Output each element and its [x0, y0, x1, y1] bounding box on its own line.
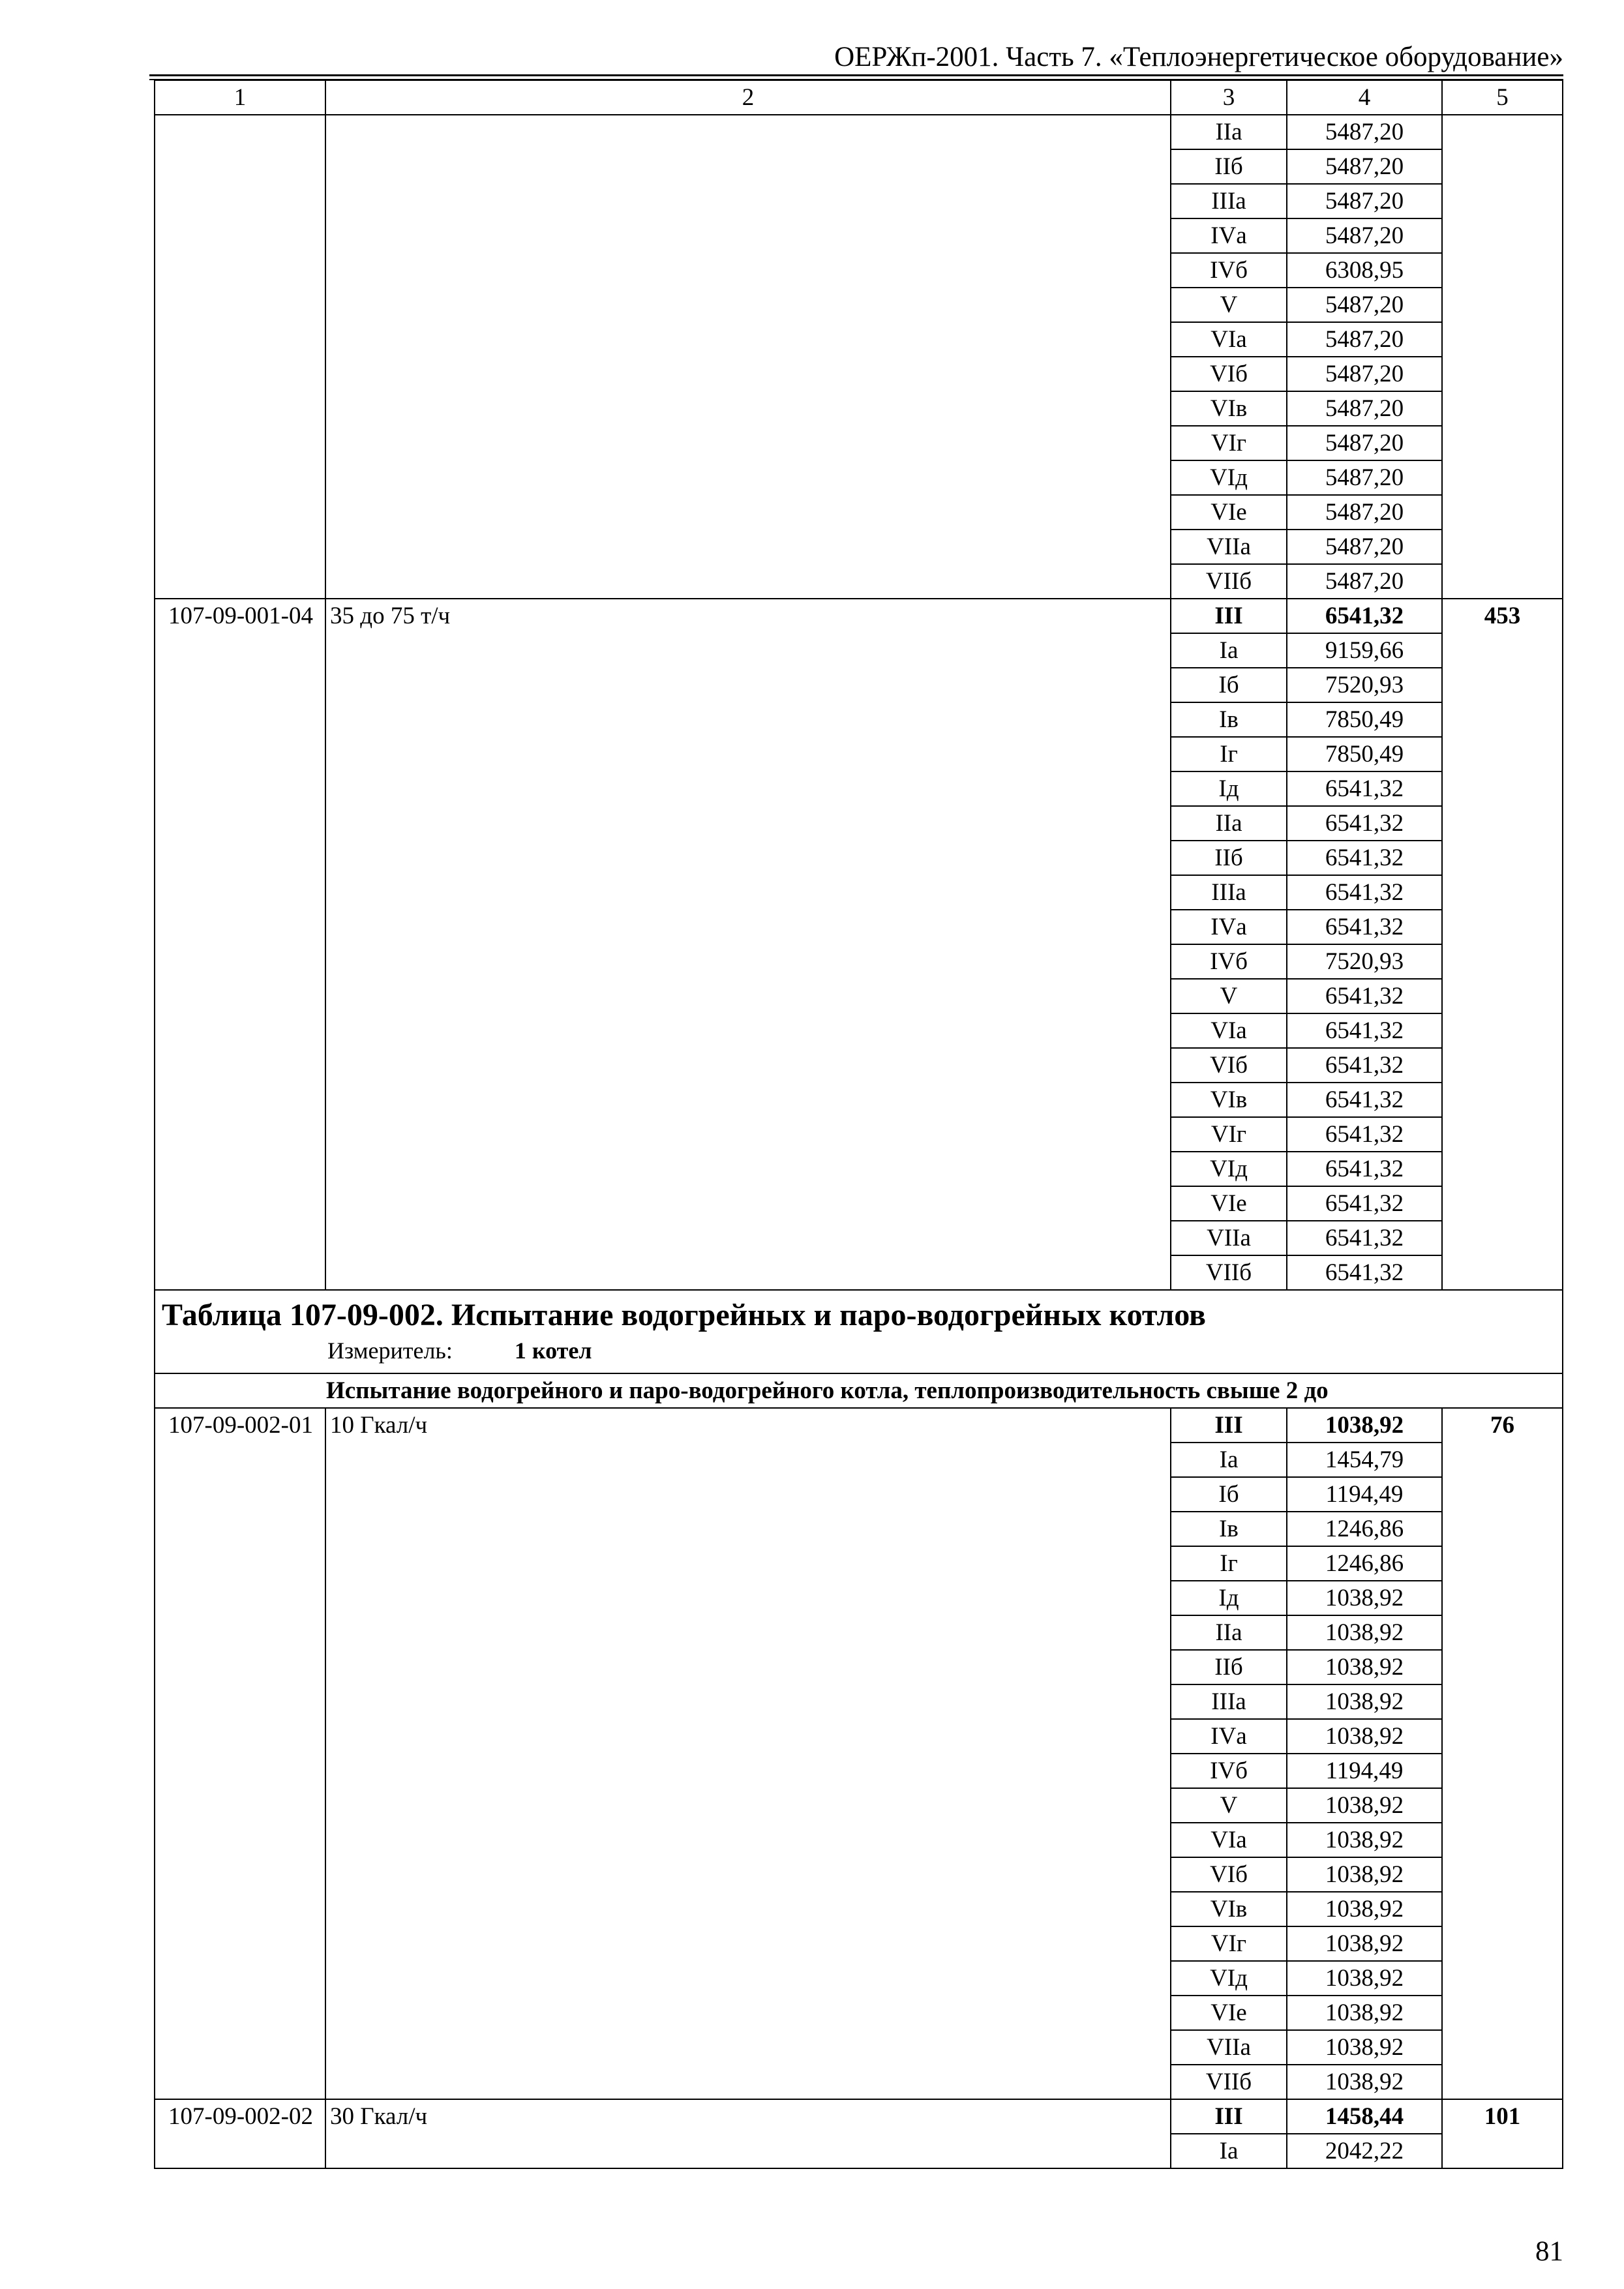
- col5-cell: [1442, 115, 1563, 599]
- value-cell: 1038,92: [1287, 1615, 1442, 1650]
- zone-cell: IVб: [1171, 944, 1287, 979]
- table-title: Таблица 107-09-002. Испытание водогрейных и паро-водогрейных котлов: [162, 1298, 1206, 1332]
- zone-cell: III: [1171, 1408, 1287, 1443]
- value-cell: 6541,32: [1287, 979, 1442, 1013]
- table-row: [155, 115, 1563, 149]
- zone-cell: VIд: [1171, 1152, 1287, 1186]
- table-row: [155, 599, 1563, 633]
- value-cell: 1454,79: [1287, 1443, 1442, 1477]
- zone-cell: VIг: [1171, 1117, 1287, 1152]
- zone-cell: Iа: [1171, 1443, 1287, 1477]
- zone-cell: VIд: [1171, 1961, 1287, 1996]
- zone-cell: VIIа: [1171, 1221, 1287, 1255]
- zone-cell: VIIб: [1171, 1255, 1287, 1290]
- measure-value: 1 котел: [514, 1338, 592, 1364]
- value-cell: 5487,20: [1287, 357, 1442, 391]
- value-cell: 5487,20: [1287, 391, 1442, 426]
- zone-cell: Iа: [1171, 2134, 1287, 2168]
- value-cell: 6541,32: [1287, 1152, 1442, 1186]
- measure-line: [162, 1336, 1562, 1365]
- zone-cell: IIIа: [1171, 1684, 1287, 1719]
- value-cell: 5487,20: [1287, 288, 1442, 322]
- value-cell: 1038,92: [1287, 2065, 1442, 2099]
- name-cell: [325, 115, 1171, 599]
- value-cell: 6541,32: [1287, 771, 1442, 806]
- value-cell: 1458,44: [1287, 2099, 1442, 2134]
- rates-table: [154, 80, 1563, 2169]
- value-cell: 1038,92: [1287, 2030, 1442, 2065]
- zone-cell: Iг: [1171, 737, 1287, 771]
- value-cell: 6541,32: [1287, 875, 1442, 910]
- column-header-5: 5: [1442, 80, 1563, 115]
- zone-cell: VIв: [1171, 1892, 1287, 1926]
- value-cell: 6541,32: [1287, 1048, 1442, 1083]
- measure-label: Измеритель:: [327, 1338, 453, 1364]
- table-row: [155, 1408, 1563, 1443]
- value-cell: 5487,20: [1287, 149, 1442, 184]
- zone-cell: VIб: [1171, 1048, 1287, 1083]
- zone-cell: V: [1171, 288, 1287, 322]
- value-cell: 1246,86: [1287, 1512, 1442, 1546]
- zone-cell: Iд: [1171, 771, 1287, 806]
- zone-cell: III: [1171, 599, 1287, 633]
- value-cell: 5487,20: [1287, 564, 1442, 599]
- value-cell: 1038,92: [1287, 1926, 1442, 1961]
- zone-cell: VIе: [1171, 1996, 1287, 2030]
- zone-cell: VIа: [1171, 1823, 1287, 1857]
- value-cell: 5487,20: [1287, 115, 1442, 149]
- value-cell: 9159,66: [1287, 633, 1442, 668]
- value-cell: 1038,92: [1287, 1684, 1442, 1719]
- zone-cell: VIг: [1171, 426, 1287, 460]
- value-cell: 5487,20: [1287, 184, 1442, 218]
- zone-cell: IVб: [1171, 253, 1287, 288]
- table-row: [155, 2099, 1563, 2134]
- value-cell: 1194,49: [1287, 1477, 1442, 1512]
- name-cell: 35 до 75 т/ч: [325, 599, 1171, 1290]
- table-title-row: [155, 1290, 1563, 1373]
- value-cell: 2042,22: [1287, 2134, 1442, 2168]
- value-cell: 6541,32: [1287, 910, 1442, 944]
- value-cell: 1038,92: [1287, 1996, 1442, 2030]
- zone-cell: Iв: [1171, 1512, 1287, 1546]
- table-title-cell: [155, 1290, 1563, 1373]
- zone-cell: Iб: [1171, 1477, 1287, 1512]
- code-cell: 107-09-001-04: [155, 599, 325, 1290]
- column-header-4: 4: [1287, 80, 1442, 115]
- zone-cell: IIб: [1171, 149, 1287, 184]
- value-cell: 1038,92: [1287, 1408, 1442, 1443]
- value-cell: 1038,92: [1287, 1581, 1442, 1615]
- value-cell: 6541,32: [1287, 806, 1442, 841]
- value-cell: 1038,92: [1287, 1857, 1442, 1892]
- zone-cell: IVа: [1171, 910, 1287, 944]
- value-cell: 5487,20: [1287, 218, 1442, 253]
- zone-cell: VIа: [1171, 322, 1287, 357]
- column-header-2: 2: [325, 80, 1171, 115]
- col5-cell: 453: [1442, 599, 1563, 1290]
- value-cell: 1246,86: [1287, 1546, 1442, 1581]
- zone-cell: VIг: [1171, 1926, 1287, 1961]
- zone-cell: IVа: [1171, 1719, 1287, 1754]
- zone-cell: IVб: [1171, 1754, 1287, 1788]
- value-cell: 6541,32: [1287, 1255, 1442, 1290]
- zone-cell: VIб: [1171, 1857, 1287, 1892]
- zone-cell: Iв: [1171, 702, 1287, 737]
- zone-cell: VIв: [1171, 1083, 1287, 1117]
- header-rule: [149, 74, 1563, 76]
- page-number: 81: [1535, 2236, 1563, 2267]
- zone-cell: IIIа: [1171, 184, 1287, 218]
- zone-cell: V: [1171, 979, 1287, 1013]
- zone-cell: IIа: [1171, 806, 1287, 841]
- value-cell: 1038,92: [1287, 1823, 1442, 1857]
- zone-cell: Iг: [1171, 1546, 1287, 1581]
- col5-cell: 101: [1442, 2099, 1563, 2168]
- table-subtitle-row: [155, 1373, 1563, 1408]
- zone-cell: VIа: [1171, 1013, 1287, 1048]
- value-cell: 1038,92: [1287, 1719, 1442, 1754]
- value-cell: 5487,20: [1287, 460, 1442, 495]
- value-cell: 6541,32: [1287, 599, 1442, 633]
- column-header-row: [155, 80, 1563, 115]
- value-cell: 1038,92: [1287, 1788, 1442, 1823]
- value-cell: 5487,20: [1287, 530, 1442, 564]
- zone-cell: VIе: [1171, 1186, 1287, 1221]
- value-cell: 7520,93: [1287, 668, 1442, 702]
- zone-cell: VIд: [1171, 460, 1287, 495]
- value-cell: 7520,93: [1287, 944, 1442, 979]
- code-cell: 107-09-002-01: [155, 1408, 325, 2099]
- value-cell: 6541,32: [1287, 841, 1442, 875]
- page-header-title: ОЕРЖп-2001. Часть 7. «Теплоэнергетическое оборудование»: [834, 42, 1563, 72]
- value-cell: 1038,92: [1287, 1961, 1442, 1996]
- zone-cell: IVа: [1171, 218, 1287, 253]
- value-cell: 5487,20: [1287, 426, 1442, 460]
- zone-cell: IIб: [1171, 841, 1287, 875]
- zone-cell: Iд: [1171, 1581, 1287, 1615]
- zone-cell: VIIб: [1171, 564, 1287, 599]
- zone-cell: III: [1171, 2099, 1287, 2134]
- zone-cell: VIб: [1171, 357, 1287, 391]
- col5-cell: 76: [1442, 1408, 1563, 2099]
- zone-cell: Iб: [1171, 668, 1287, 702]
- value-cell: 7850,49: [1287, 737, 1442, 771]
- name-cell: 30 Гкал/ч: [325, 2099, 1171, 2168]
- value-cell: 5487,20: [1287, 495, 1442, 530]
- value-cell: 1038,92: [1287, 1650, 1442, 1684]
- zone-cell: IIб: [1171, 1650, 1287, 1684]
- zone-cell: Iа: [1171, 633, 1287, 668]
- table-subtitle: Испытание водогрейного и паро-водогрейного котла, теплопроизводительность свыше 2 до: [155, 1373, 1563, 1408]
- code-cell: 107-09-002-02: [155, 2099, 325, 2168]
- code-cell: [155, 115, 325, 599]
- zone-cell: VIв: [1171, 391, 1287, 426]
- column-header-3: 3: [1171, 80, 1287, 115]
- zone-cell: VIIа: [1171, 2030, 1287, 2065]
- value-cell: 6541,32: [1287, 1221, 1442, 1255]
- zone-cell: VIе: [1171, 495, 1287, 530]
- zone-cell: IIа: [1171, 1615, 1287, 1650]
- zone-cell: V: [1171, 1788, 1287, 1823]
- zone-cell: IIа: [1171, 115, 1287, 149]
- value-cell: 6308,95: [1287, 253, 1442, 288]
- value-cell: 7850,49: [1287, 702, 1442, 737]
- zone-cell: IIIа: [1171, 875, 1287, 910]
- value-cell: 6541,32: [1287, 1083, 1442, 1117]
- value-cell: 6541,32: [1287, 1117, 1442, 1152]
- zone-cell: VIIа: [1171, 530, 1287, 564]
- value-cell: 1194,49: [1287, 1754, 1442, 1788]
- name-cell: 10 Гкал/ч: [325, 1408, 1171, 2099]
- value-cell: 6541,32: [1287, 1013, 1442, 1048]
- value-cell: 1038,92: [1287, 1892, 1442, 1926]
- zone-cell: VIIб: [1171, 2065, 1287, 2099]
- value-cell: 5487,20: [1287, 322, 1442, 357]
- column-header-1: 1: [155, 80, 325, 115]
- value-cell: 6541,32: [1287, 1186, 1442, 1221]
